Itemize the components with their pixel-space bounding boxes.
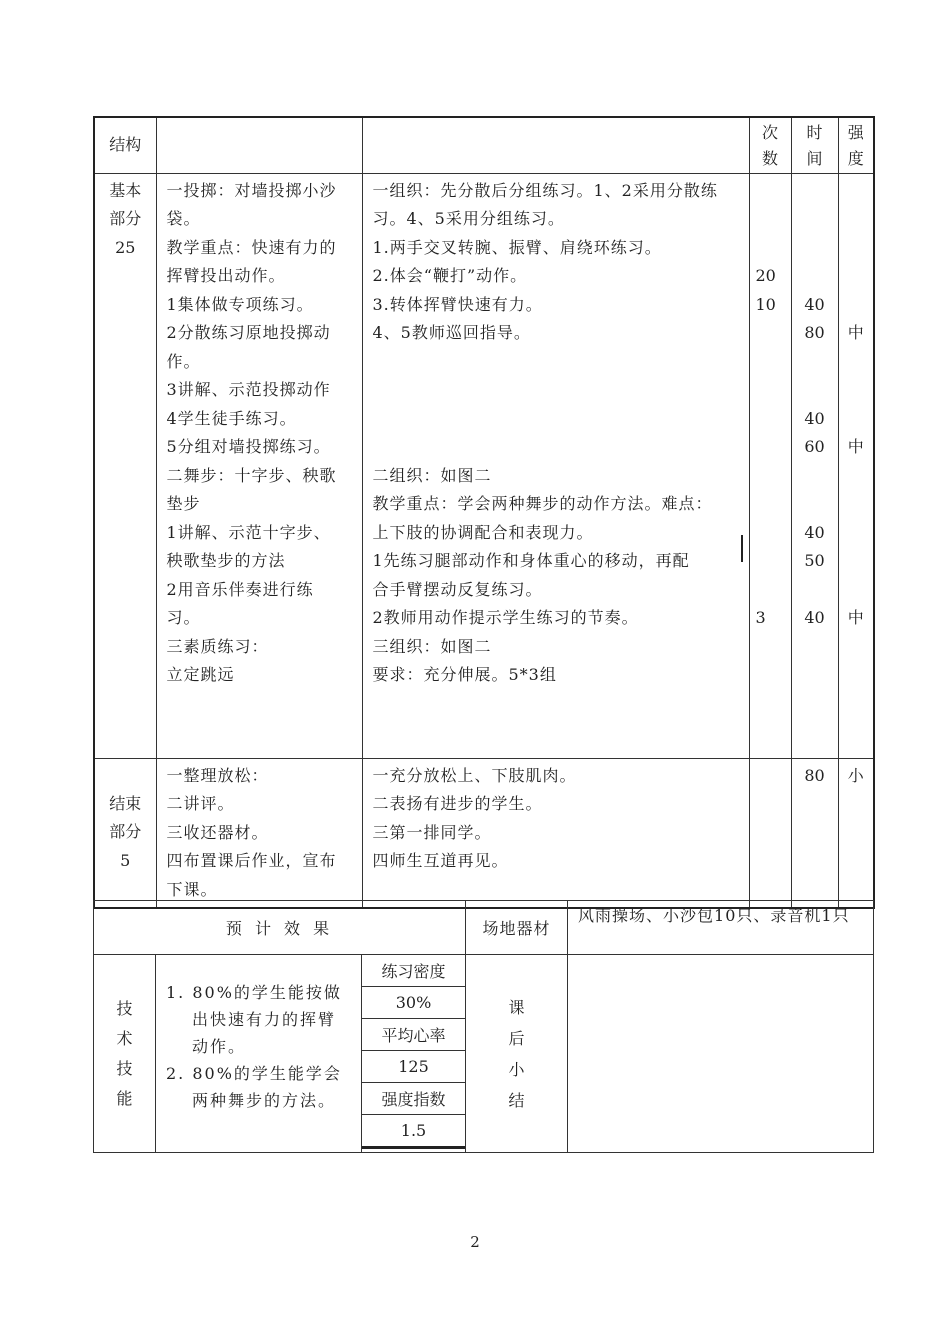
basic-organization-line — [373, 348, 741, 377]
basic-content-line: 1集体做专项练习。 — [166, 294, 314, 314]
metric-value: 30% — [362, 987, 465, 1019]
summary-label-cell — [466, 955, 568, 1153]
metric-label: 平均心率 — [362, 1019, 465, 1051]
intensity-value: 中 — [847, 323, 864, 342]
header-row — [94, 117, 874, 173]
basic-content-line: 4学生徒手练习。 — [166, 408, 297, 428]
skill-label-char: 能 — [116, 1088, 133, 1108]
basic-section-label — [94, 173, 156, 758]
intensity-value — [843, 490, 870, 519]
count-value — [756, 177, 785, 206]
intensity-value — [843, 177, 870, 206]
ending-organization-line: 二表扬有进步的学生。 — [372, 794, 543, 813]
venue-label — [466, 901, 568, 955]
basic-organization-line: 要求：充分伸展。5*3组 — [372, 665, 557, 684]
lesson-plan-table — [93, 116, 875, 909]
basic-content-line: 挥臂投出动作。 — [166, 266, 286, 285]
summary-label-char: 课 — [508, 997, 525, 1017]
intensity-value — [843, 291, 870, 320]
ending-content-line: 下课。 — [166, 879, 218, 899]
count-value — [756, 462, 785, 491]
intensity-value — [843, 205, 870, 234]
time-value: 40 — [804, 294, 825, 314]
intensity-value — [843, 348, 870, 377]
basic-content-line: 三素质练习： — [166, 636, 269, 656]
expected-row — [94, 901, 874, 955]
summary-label-char: 结 — [508, 1090, 525, 1110]
metric-value: 1.5 — [362, 1115, 465, 1148]
basic-organization-line — [373, 405, 741, 434]
ending-section-row — [94, 758, 874, 908]
text-cursor — [741, 535, 743, 562]
time-value — [796, 234, 834, 263]
basic-organization-line: 三组织：如图二 — [372, 636, 492, 656]
basic-organization-line: 二组织：如图二 — [372, 465, 492, 485]
summary-label-char: 小 — [508, 1059, 525, 1079]
count-value: 20 — [755, 266, 776, 285]
basic-organization-line: 4、5教师巡回指导。 — [372, 323, 531, 342]
summary-content-cell — [568, 955, 874, 1153]
basic-content-line: 秧歌垫步的方法 — [166, 551, 286, 570]
basic-content-line: 教学重点：快速有力的 — [166, 237, 337, 257]
count-value — [756, 348, 785, 377]
intensity-value — [843, 462, 870, 491]
basic-time-cell — [791, 173, 838, 758]
ending-section-label — [94, 758, 156, 908]
basic-organization-line: 一组织：先分散后分组练习。1、2采用分散练 — [372, 180, 718, 200]
ending-intensity: 小 — [847, 765, 864, 785]
intensity-value — [843, 234, 870, 263]
time-value — [796, 348, 834, 377]
basic-organization-line — [373, 376, 741, 405]
count-value — [756, 490, 785, 519]
intensity-value — [843, 576, 870, 605]
header-time-text: 时 间 — [806, 123, 823, 168]
metric-label: 练习密度 — [362, 955, 465, 987]
count-value — [756, 205, 785, 234]
basic-intensity-cell — [838, 173, 874, 758]
basic-content-line: 作。 — [166, 351, 201, 371]
basic-content-line: 垫步 — [166, 494, 201, 513]
count-value: 3 — [755, 608, 766, 627]
count-value — [756, 433, 785, 462]
ending-organization-cell — [362, 758, 749, 908]
ending-content-line: 一整理放松： — [166, 765, 269, 785]
basic-organization-line: 3.转体挥臂快速有力。 — [372, 294, 543, 314]
intensity-value — [843, 405, 870, 434]
header-intensity-text: 强 度 — [847, 123, 864, 168]
ending-label-line: 部分 — [109, 822, 142, 841]
header-content-blank — [156, 117, 362, 173]
basic-content-line: 一投掷：对墙投掷小沙 — [166, 180, 337, 200]
ending-organization-line: 三第一排同学。 — [372, 822, 492, 842]
intensity-value — [843, 547, 870, 576]
basic-organization-line — [373, 433, 741, 462]
basic-content-line: 2分散练习原地投掷动 — [166, 323, 331, 342]
basic-organization-line: 上下肢的协调配合和表现力。 — [372, 522, 594, 542]
goal-item: 1. 80%的学生能按做出快速有力的挥臂动作。 — [166, 983, 342, 1056]
intensity-value — [843, 519, 870, 548]
basic-label-line: 基本 — [109, 180, 142, 200]
header-structure: 结构 — [94, 117, 156, 173]
skills-row — [94, 955, 874, 1153]
basic-section-row — [94, 173, 874, 758]
intensity-value — [843, 262, 870, 291]
time-value — [796, 376, 834, 405]
skill-label-char: 技 — [116, 998, 133, 1018]
skill-label-cell — [94, 955, 156, 1153]
time-value — [796, 490, 834, 519]
basic-organization-line: 1先练习腿部动作和身体重心的移动，再配 — [372, 551, 690, 570]
time-value: 40 — [804, 608, 825, 627]
basic-organization-cell — [362, 173, 749, 758]
header-count — [749, 117, 791, 173]
basic-organization-line: 2.体会“鞭打”动作。 — [372, 266, 528, 285]
time-value — [796, 576, 834, 605]
basic-label-line: 部分 — [109, 209, 142, 228]
count-value — [756, 519, 785, 548]
basic-content-line: 1讲解、示范十字步、 — [166, 522, 331, 542]
basic-content-line: 立定跳远 — [166, 665, 235, 684]
page-number: 2 — [470, 1233, 480, 1251]
basic-organization-line: 1.两手交叉转腕、振臂、肩绕环练习。 — [372, 237, 662, 257]
ending-time: 80 — [804, 765, 825, 785]
time-value — [796, 462, 834, 491]
ending-organization-line: 四师生互道再见。 — [372, 851, 509, 870]
count-value — [756, 234, 785, 263]
basic-content-line: 2用音乐伴奏进行练 — [166, 579, 314, 599]
intensity-value: 中 — [847, 437, 864, 456]
basic-content-line: 二舞步：十字步、秧歌 — [166, 465, 337, 485]
count-value — [756, 547, 785, 576]
header-count-text: 次 数 — [761, 123, 778, 168]
header-organization-blank — [362, 117, 749, 173]
intensity-value: 中 — [847, 608, 864, 627]
ending-content-line: 三收还器材。 — [166, 822, 269, 842]
ending-content-line: 四布置课后作业，宣布 — [166, 851, 337, 870]
basic-content-cell — [156, 173, 362, 758]
time-value — [796, 262, 834, 291]
venue-value: 风雨操场、小沙包10只、录音机1只 — [568, 901, 874, 955]
ending-label-line: 5 — [120, 850, 131, 870]
ending-count-cell — [749, 758, 791, 908]
basic-content-line: 3讲解、示范投掷动作 — [166, 380, 331, 399]
goals-cell — [156, 955, 362, 1153]
basic-content-line: 习。 — [166, 608, 201, 627]
ending-organization-line: 一充分放松上、下肢肌肉。 — [372, 765, 577, 785]
header-time — [791, 117, 838, 173]
basic-organization-line: 2教师用动作提示学生练习的节奏。 — [372, 608, 639, 627]
metrics-table — [362, 955, 465, 1149]
count-value — [756, 405, 785, 434]
time-value — [796, 205, 834, 234]
time-value: 40 — [804, 522, 825, 542]
basic-organization-line: 教学重点：学会两种舞步的动作方法。难点： — [372, 494, 713, 513]
ending-content-cell — [156, 758, 362, 908]
evaluation-table — [93, 900, 874, 1153]
time-value: 50 — [804, 551, 825, 570]
goal-item: 2. 80%的学生能学会两种舞步的方法。 — [166, 1064, 342, 1110]
skill-label-char: 术 — [116, 1028, 133, 1048]
basic-count-cell — [749, 173, 791, 758]
ending-content-line: 二讲评。 — [166, 794, 235, 813]
time-value: 60 — [804, 437, 825, 456]
time-value: 40 — [804, 408, 825, 428]
metric-label: 强度指数 — [362, 1083, 465, 1115]
basic-organization-line: 习。4、5采用分组练习。 — [372, 209, 565, 228]
ending-time-cell — [791, 758, 838, 908]
header-intensity — [838, 117, 874, 173]
count-value — [756, 319, 785, 348]
summary-label-char: 后 — [508, 1028, 525, 1048]
basic-content-line: 袋。 — [166, 209, 201, 228]
basic-label-line: 25 — [115, 237, 136, 257]
expected-effect-text: 预 计 效 果 — [225, 919, 334, 938]
expected-effect-label — [94, 901, 466, 955]
count-value — [756, 376, 785, 405]
basic-organization-line: 合手臂摆动反复练习。 — [372, 579, 543, 599]
venue-label-text: 场地器材 — [482, 919, 551, 938]
metrics-cell — [362, 955, 466, 1153]
metric-value: 125 — [362, 1051, 465, 1083]
ending-intensity-cell — [838, 758, 874, 908]
intensity-value — [843, 376, 870, 405]
count-value: 10 — [755, 294, 776, 314]
time-value: 80 — [804, 323, 825, 342]
count-value — [756, 576, 785, 605]
basic-content-line: 5分组对墙投掷练习。 — [166, 437, 331, 456]
skill-label-char: 技 — [116, 1058, 133, 1078]
ending-label-line: 结束 — [109, 793, 142, 813]
time-value — [796, 177, 834, 206]
